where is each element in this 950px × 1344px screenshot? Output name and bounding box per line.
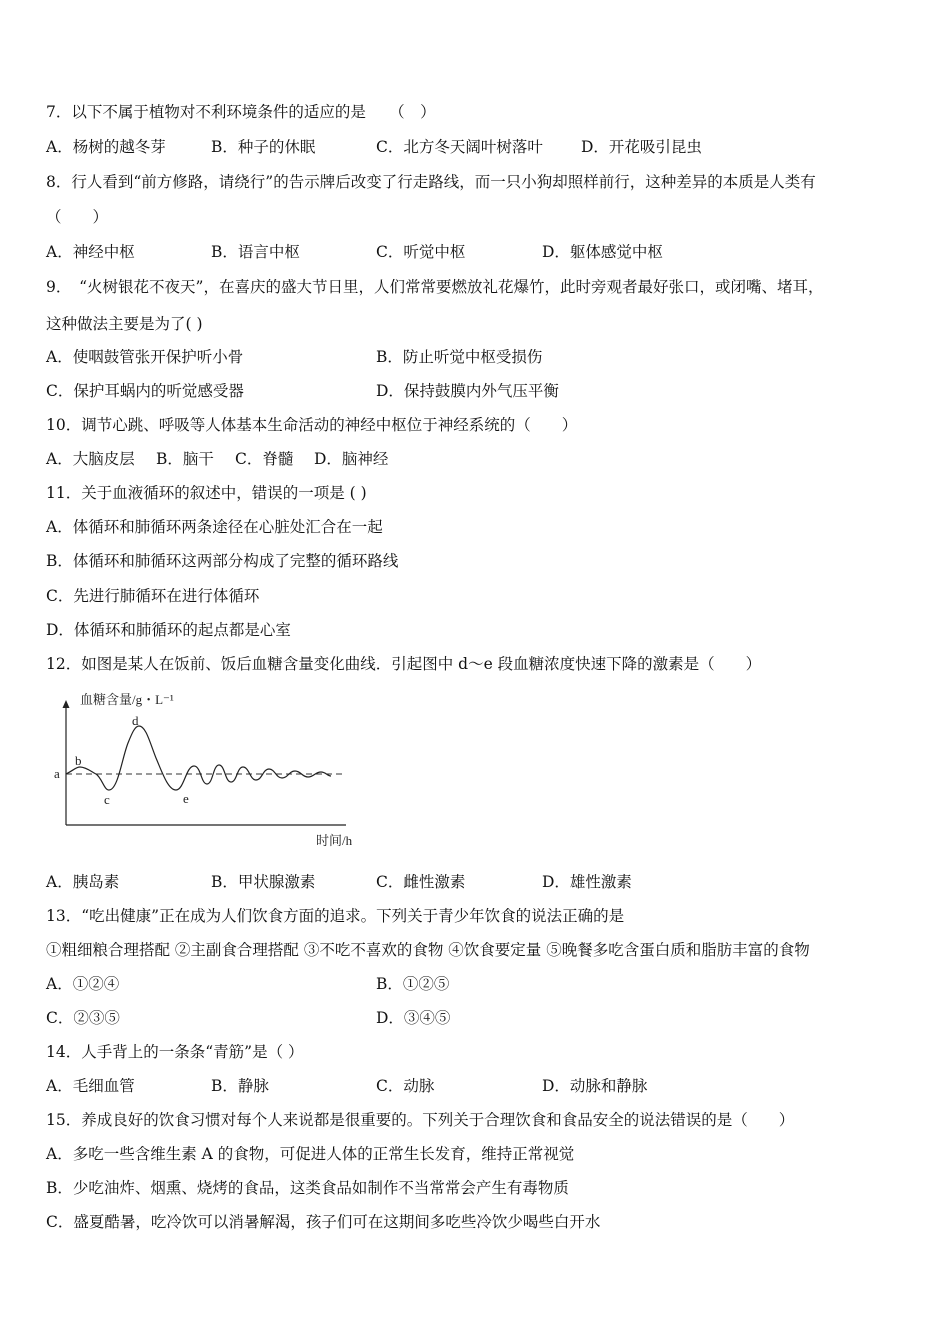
x-axis-label: 时间/h [316,833,353,848]
q7-option-a[interactable]: A．杨树的越冬芽 [46,138,166,156]
q9-stem-line1: 9． “火树银花不夜天”，在喜庆的盛大节日里，人们常常要燃放礼花爆竹，此时旁观者最好张口，或闭嘴、堵耳， [46,278,824,296]
q13-option-b[interactable]: B．①②⑤ [376,975,450,993]
q13-option-a[interactable]: A．①②④ [46,975,120,993]
glucose-curve [66,726,331,790]
q14-option-c[interactable]: C．动脉 [376,1077,435,1095]
q12-stem: 12．如图是某人在饭前、饭后血糖含量变化曲线．引起图中 d～e 段血糖浓度快速下降的激素是（ ） [46,655,762,673]
q7-option-d[interactable]: D．开花吸引昆虫 [581,138,702,156]
q15-stem: 15．养成良好的饮食习惯对每个人来说都是很重要的。下列关于合理饮食和食品安全的说法错误的是（ ） [46,1111,795,1129]
q8-options [46,242,906,262]
q12-option-a[interactable]: A．胰岛素 [46,873,120,891]
q10-option-d[interactable]: D．脑神经 [314,450,389,468]
q7-option-b[interactable]: B．种子的休眠 [211,138,316,156]
q11-option-b[interactable]: B．体循环和肺循环这两部分构成了完整的循环路线 [46,552,399,570]
q9-stem-line2: 这种做法主要是为了( ) [46,315,203,333]
q13-items: ①粗细粮合理搭配 ②主副食合理搭配 ③不吃不喜欢的食物 ④饮食要定量 ⑤晚餐多吃含蛋白质和脂肪丰富的食物 [46,941,810,959]
q10-option-a[interactable]: A．大脑皮层 [46,450,135,468]
q15-option-a[interactable]: A．多吃一些含维生素 A 的食物，可促进人体的正常生长发育，维持正常视觉 [46,1145,575,1163]
q10-options [46,449,906,469]
q8-option-a[interactable]: A．神经中枢 [46,243,135,261]
q7-options [46,137,906,157]
point-label-e: e [183,791,189,806]
q11-option-a[interactable]: A．体循环和肺循环两条途径在心脏处汇合在一起 [46,518,383,536]
q13-option-d[interactable]: D．③④⑤ [376,1009,451,1027]
q12-option-b[interactable]: B．甲状腺激素 [211,873,316,891]
q14-option-a[interactable]: A．毛细血管 [46,1077,135,1095]
q7-stem: 7．以下不属于植物对不利环境条件的适应的是 （ ） [46,103,436,121]
blood-glucose-figure [46,688,366,850]
q9-option-b[interactable]: B．防止听觉中枢受损伤 [376,348,543,366]
q12-option-c[interactable]: C．雌性激素 [376,873,466,891]
q8-option-c[interactable]: C．听觉中枢 [376,243,466,261]
y-axis-arrow [63,700,70,708]
q8-option-b[interactable]: B．语言中枢 [211,243,300,261]
q9-options-row1 [46,347,906,367]
q14-stem: 14．人手背上的一条条“青筋”是（ ） [46,1043,304,1061]
q10-option-c[interactable]: C．脊髓 [235,450,294,468]
y-axis-label: 血糖含量/g・L⁻¹ [80,692,174,707]
q14-options [46,1076,906,1096]
q14-option-b[interactable]: B．静脉 [211,1077,269,1095]
q8-stem-line1: 8．行人看到“前方修路，请绕行”的告示牌后改变了行走路线，而一只小狗却照样前行，这种差异的本质是人类有 [46,173,816,191]
q14-option-d[interactable]: D．动脉和静脉 [542,1077,648,1095]
q15-option-b[interactable]: B．少吃油炸、烟熏、烧烤的食品，这类食品如制作不当常常会产生有毒物质 [46,1179,569,1197]
q11-stem: 11．关于血液循环的叙述中，错误的一项是 ( ) [46,484,367,502]
q12-options [46,872,906,892]
q12-option-d[interactable]: D．雄性激素 [542,873,632,891]
point-label-c: c [104,792,110,807]
q13-options-row2 [46,1008,906,1028]
q9-option-c[interactable]: C．保护耳蜗内的听觉感受器 [46,382,244,400]
q8-stem-line2: （ ） [46,208,109,226]
q9-option-d[interactable]: D．保持鼓膜内外气压平衡 [376,382,559,400]
q10-option-b[interactable]: B．脑干 [156,450,214,468]
point-label-a: a [54,766,60,781]
q15-option-c[interactable]: C．盛夏酷暑，吃冷饮可以消暑解渴，孩子们可在这期间多吃些冷饮少喝些白开水 [46,1213,601,1231]
q11-option-d[interactable]: D．体循环和肺循环的起点都是心室 [46,621,291,639]
point-label-b: b [75,753,82,768]
point-label-d: d [132,713,139,728]
q13-option-c[interactable]: C．②③⑤ [46,1009,120,1027]
q7-option-c[interactable]: C．北方冬天阔叶树落叶 [376,138,543,156]
q8-option-d[interactable]: D．躯体感觉中枢 [542,243,663,261]
q13-stem: 13．“吃出健康”正在成为人们饮食方面的追求。下列关于青少年饮食的说法正确的是 [46,907,625,925]
q11-option-c[interactable]: C．先进行肺循环在进行体循环 [46,587,260,605]
q9-option-a[interactable]: A．使咽鼓管张开保护听小骨 [46,348,244,366]
q10-stem: 10．调节心跳、呼吸等人体基本生命活动的神经中枢位于神经系统的（ ） [46,416,578,434]
q13-options-row1 [46,974,906,994]
q9-options-row2 [46,381,906,401]
